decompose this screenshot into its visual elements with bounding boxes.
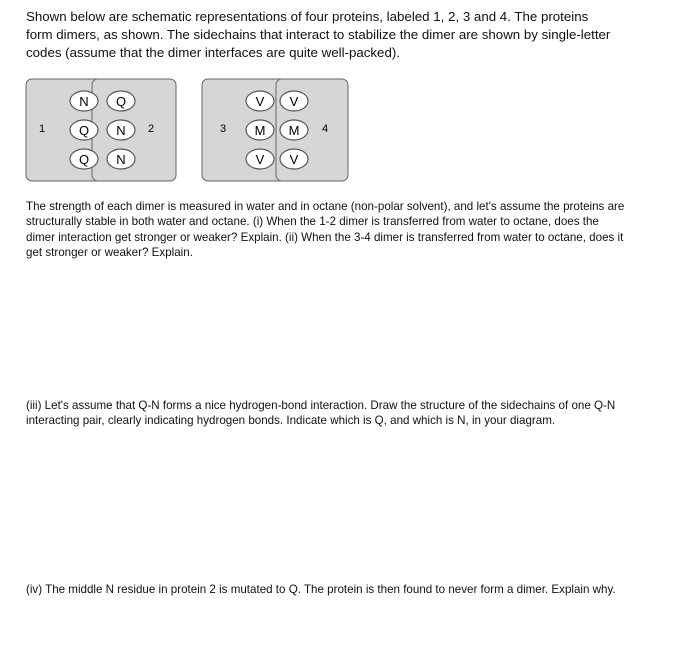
residue-q-bottom-label: Q xyxy=(78,152,90,167)
residue-v-bottom-left-label: V xyxy=(255,152,265,167)
question-iii: (iii) Let's assume that Q-N forms a nice hydrogen-bond interaction. Draw the structure of the sidechains of one Q-N interacting pair, clearly indicating hydrogen bonds. Indicate which is Q, and which is N, in your diagram. xyxy=(26,399,616,428)
question-i-ii: The strength of each dimer is measured in water and in octane (non-polar solvent), and let's assume the proteins are structurally stable in both water and octane. (i) When the 1-2 dimer is transferred from water to octane, does the dimer interaction get stronger or weaker? Explain. (ii) When the 3-4 dimer is transferred from water to octane, does it get stronger or weaker? Explain. xyxy=(26,200,625,260)
residue-v-top-right-label: V xyxy=(289,94,299,109)
protein-1-label: 1 xyxy=(39,123,46,135)
residue-n-bottom-label: N xyxy=(116,152,126,167)
residue-m-middle-left-label: M xyxy=(254,123,266,138)
residue-m-middle-right-label: M xyxy=(288,123,300,138)
residue-v-bottom-right-label: V xyxy=(289,152,299,167)
residue-n-top-label: N xyxy=(79,94,89,109)
residue-n-middle-label: N xyxy=(116,123,126,138)
protein-3-label: 3 xyxy=(220,123,227,135)
dimer-3-4 xyxy=(202,79,348,181)
protein-4-label: 4 xyxy=(322,123,329,135)
protein-2-label: 2 xyxy=(148,123,155,135)
residue-v-top-left-label: V xyxy=(255,94,265,109)
residue-q-top-label: Q xyxy=(115,94,127,109)
residue-q-middle-label: Q xyxy=(78,123,90,138)
protein-dimer-diagram xyxy=(20,72,360,188)
intro-paragraph: Shown below are schematic representations of four proteins, labeled 1, 2, 3 and 4. The proteins form dimers, as shown. The sidechains that interact to stabilize the dimer are shown by single-letter codes (assume that the dimer interfaces are quite well-packed). xyxy=(26,9,611,61)
question-iv: (iv) The middle N residue in protein 2 is mutated to Q. The protein is then found to never form a dimer. Explain why. xyxy=(26,583,616,596)
dimer-1-2 xyxy=(26,79,176,181)
